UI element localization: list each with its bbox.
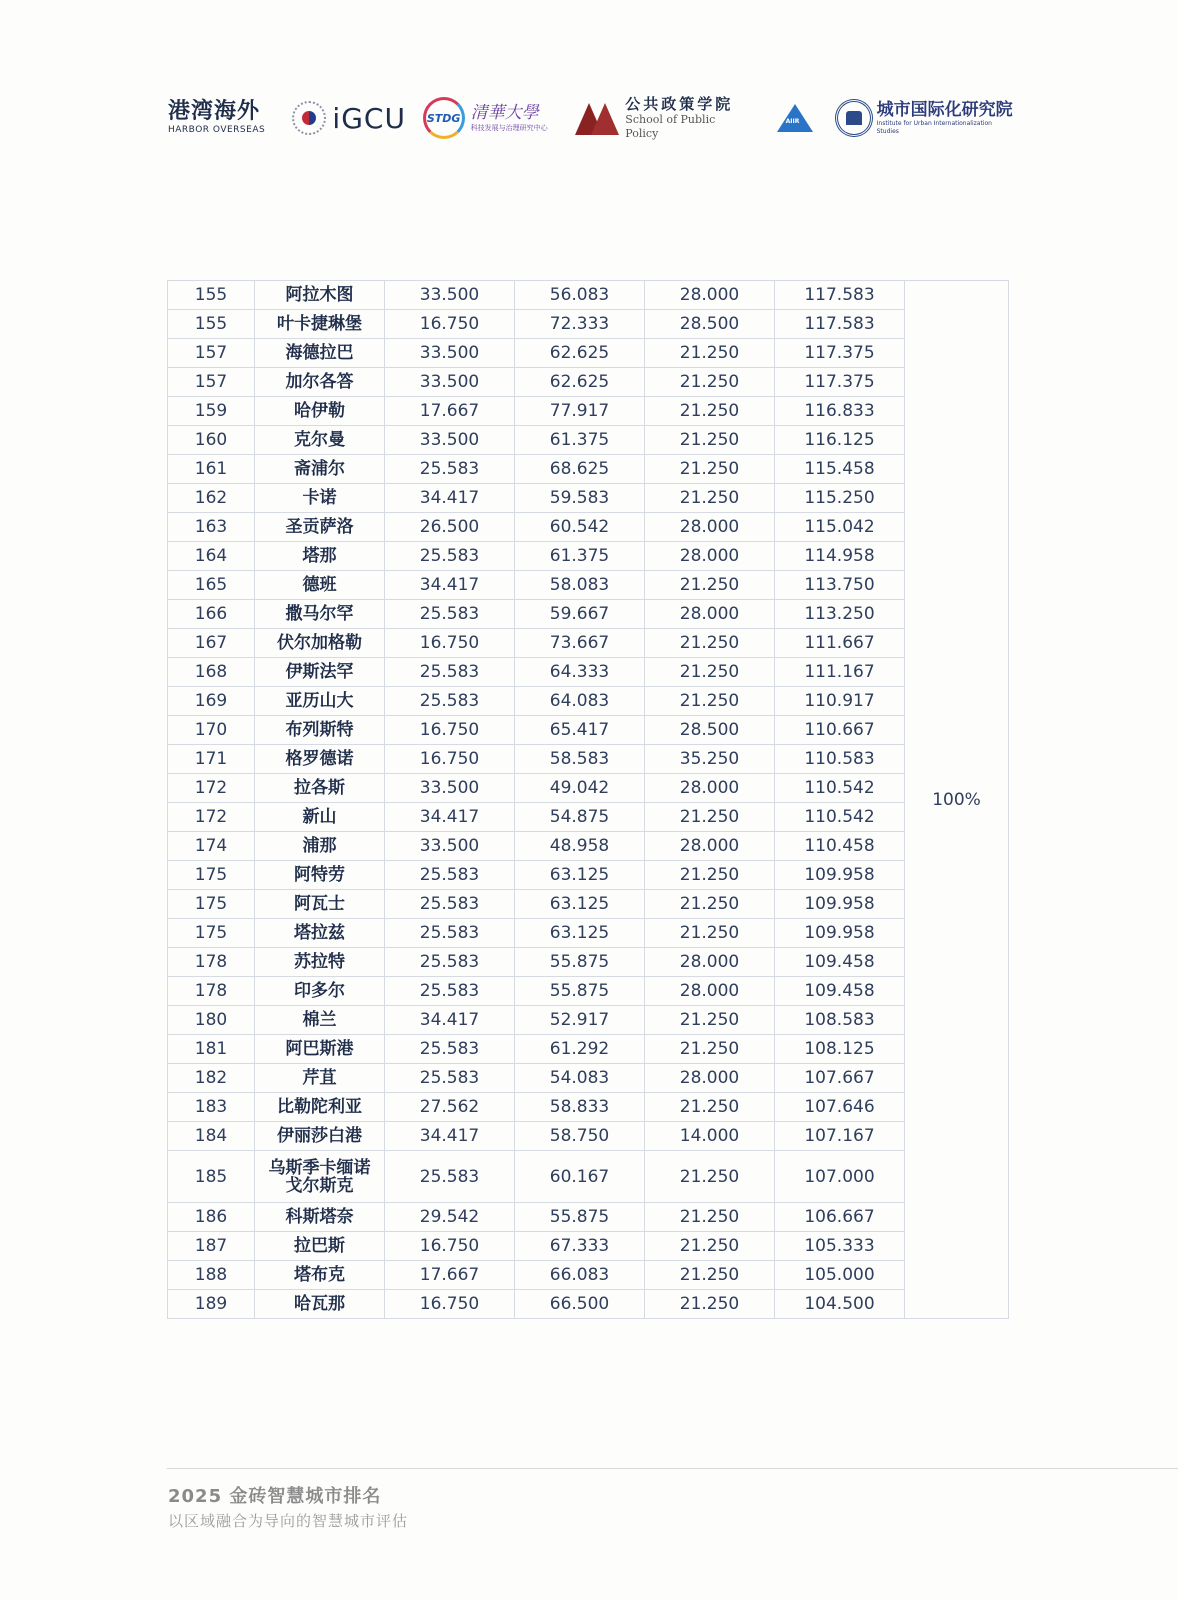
score-3-cell: 21.250 (645, 339, 775, 368)
tsinghua-logo-cn: 清華大學 (470, 103, 539, 123)
total-cell: 110.542 (775, 774, 905, 803)
rank-cell: 178 (168, 948, 255, 977)
score-1-cell: 25.583 (385, 1035, 515, 1064)
score-2-cell: 52.917 (515, 1006, 645, 1035)
score-1-cell: 25.583 (385, 919, 515, 948)
harbor-logo-cn: 港湾海外 (168, 99, 261, 124)
rank-cell: 155 (168, 310, 255, 339)
total-cell: 113.750 (775, 571, 905, 600)
rank-cell: 172 (168, 803, 255, 832)
score-2-cell: 65.417 (515, 716, 645, 745)
city-cell: 芹苴 (255, 1064, 385, 1093)
merged-percent-cell: 100% (905, 281, 1009, 1319)
table-row (168, 339, 1009, 368)
score-3-cell: 21.250 (645, 658, 775, 687)
score-3-cell: 21.250 (645, 455, 775, 484)
total-cell: 116.833 (775, 397, 905, 426)
city-cell: 科斯塔奈 (255, 1203, 385, 1232)
table-row (168, 368, 1009, 397)
score-3-cell: 21.250 (645, 571, 775, 600)
rank-cell: 189 (168, 1290, 255, 1319)
rank-cell: 164 (168, 542, 255, 571)
score-2-cell: 59.667 (515, 600, 645, 629)
city-cell: 浦那 (255, 832, 385, 861)
score-1-cell: 26.500 (385, 513, 515, 542)
score-2-cell: 72.333 (515, 310, 645, 339)
rank-cell: 169 (168, 687, 255, 716)
total-cell: 110.458 (775, 832, 905, 861)
score-1-cell: 33.500 (385, 774, 515, 803)
footer-title: 2025 金砖智慧城市排名 (168, 1486, 382, 1507)
total-cell: 111.167 (775, 658, 905, 687)
score-2-cell: 58.833 (515, 1093, 645, 1122)
rank-cell: 175 (168, 919, 255, 948)
stdg-circle-icon: STDG (423, 97, 465, 139)
city-cell: 拉各斯 (255, 774, 385, 803)
score-1-cell: 16.750 (385, 629, 515, 658)
score-1-cell: 25.583 (385, 1064, 515, 1093)
score-3-cell: 28.000 (645, 281, 775, 310)
score-2-cell: 49.042 (515, 774, 645, 803)
score-3-cell: 28.000 (645, 977, 775, 1006)
table-row (168, 1093, 1009, 1122)
ranking-table-wrapper (167, 280, 1008, 1319)
score-1-cell: 33.500 (385, 426, 515, 455)
total-cell: 109.458 (775, 948, 905, 977)
score-3-cell: 21.250 (645, 368, 775, 397)
city-cell: 斋浦尔 (255, 455, 385, 484)
score-1-cell: 25.583 (385, 600, 515, 629)
score-1-cell: 16.750 (385, 716, 515, 745)
table-row (168, 397, 1009, 426)
rank-cell: 165 (168, 571, 255, 600)
table-row (168, 513, 1009, 542)
table-row (168, 861, 1009, 890)
score-2-cell: 56.083 (515, 281, 645, 310)
score-2-cell: 68.625 (515, 455, 645, 484)
city-cell: 塔那 (255, 542, 385, 571)
table-row (168, 658, 1009, 687)
total-cell: 114.958 (775, 542, 905, 571)
score-1-cell: 17.667 (385, 1261, 515, 1290)
city-cell: 格罗德诺 (255, 745, 385, 774)
city-cell: 塔布克 (255, 1261, 385, 1290)
score-1-cell: 25.583 (385, 948, 515, 977)
harbor-logo-en: HARBOR OVERSEAS (168, 125, 266, 135)
table-row (168, 745, 1009, 774)
table-row (168, 600, 1009, 629)
rank-cell: 180 (168, 1006, 255, 1035)
score-2-cell: 61.375 (515, 426, 645, 455)
table-row (168, 1006, 1009, 1035)
table-row (168, 1151, 1009, 1203)
rank-cell: 157 (168, 339, 255, 368)
score-1-cell: 34.417 (385, 1122, 515, 1151)
stdg-tsinghua-logo (423, 97, 563, 139)
table-row (168, 1232, 1009, 1261)
rank-cell: 172 (168, 774, 255, 803)
score-1-cell: 29.542 (385, 1203, 515, 1232)
score-2-cell: 48.958 (515, 832, 645, 861)
city-cell: 卡诺 (255, 484, 385, 513)
total-cell: 111.667 (775, 629, 905, 658)
city-cell: 哈伊勒 (255, 397, 385, 426)
city-cell: 阿特劳 (255, 861, 385, 890)
score-2-cell: 54.875 (515, 803, 645, 832)
footer-divider (167, 1468, 1178, 1469)
rank-cell: 170 (168, 716, 255, 745)
rank-cell: 161 (168, 455, 255, 484)
table-row (168, 455, 1009, 484)
school-of-public-policy-logo (575, 95, 748, 141)
city-cell: 阿拉木图 (255, 281, 385, 310)
score-1-cell: 25.583 (385, 542, 515, 571)
score-1-cell: 25.583 (385, 687, 515, 716)
city-cell: 克尔曼 (255, 426, 385, 455)
ius-logo-en: Institute for Urban Internationalization Studies (876, 120, 992, 135)
table-row (168, 832, 1009, 861)
score-1-cell: 33.500 (385, 339, 515, 368)
score-1-cell: 25.583 (385, 977, 515, 1006)
table-row (168, 948, 1009, 977)
rank-cell: 186 (168, 1203, 255, 1232)
table-row (168, 774, 1009, 803)
score-1-cell: 25.583 (385, 455, 515, 484)
city-cell: 伊斯法罕 (255, 658, 385, 687)
total-cell: 104.500 (775, 1290, 905, 1319)
score-3-cell: 35.250 (645, 745, 775, 774)
city-cell: 海德拉巴 (255, 339, 385, 368)
total-cell: 107.646 (775, 1093, 905, 1122)
partner-logos (168, 94, 1014, 142)
ranking-table (167, 280, 1009, 1319)
table-row (168, 310, 1009, 339)
total-cell: 117.375 (775, 368, 905, 397)
score-3-cell: 21.250 (645, 484, 775, 513)
ius-logo-cn: 城市国际化研究院 (876, 100, 1013, 120)
total-cell: 117.375 (775, 339, 905, 368)
table-row (168, 484, 1009, 513)
ius-seal-icon (835, 99, 873, 137)
score-1-cell: 25.583 (385, 890, 515, 919)
rank-cell: 166 (168, 600, 255, 629)
score-2-cell: 73.667 (515, 629, 645, 658)
city-cell: 新山 (255, 803, 385, 832)
table-row (168, 1203, 1009, 1232)
score-1-cell: 27.562 (385, 1093, 515, 1122)
score-1-cell: 33.500 (385, 281, 515, 310)
score-3-cell: 21.250 (645, 919, 775, 948)
score-1-cell: 16.750 (385, 310, 515, 339)
total-cell: 108.583 (775, 1006, 905, 1035)
table-row (168, 1122, 1009, 1151)
score-3-cell: 28.000 (645, 600, 775, 629)
city-cell: 叶卡捷琳堡 (255, 310, 385, 339)
score-3-cell: 21.250 (645, 629, 775, 658)
score-1-cell: 33.500 (385, 368, 515, 397)
rank-cell: 163 (168, 513, 255, 542)
score-3-cell: 21.250 (645, 1035, 775, 1064)
table-row (168, 542, 1009, 571)
score-2-cell: 77.917 (515, 397, 645, 426)
table-row (168, 281, 1009, 310)
score-1-cell: 16.750 (385, 745, 515, 774)
score-2-cell: 67.333 (515, 1232, 645, 1261)
score-1-cell: 25.583 (385, 1151, 515, 1203)
total-cell: 107.000 (775, 1151, 905, 1203)
score-1-cell: 25.583 (385, 658, 515, 687)
table-row (168, 629, 1009, 658)
score-3-cell: 21.250 (645, 803, 775, 832)
city-cell: 塔拉兹 (255, 919, 385, 948)
total-cell: 105.333 (775, 1232, 905, 1261)
score-3-cell: 28.000 (645, 1064, 775, 1093)
spp-logo-cn: 公共政策学院 (625, 95, 734, 113)
total-cell: 107.167 (775, 1122, 905, 1151)
rank-cell: 175 (168, 861, 255, 890)
rank-cell: 188 (168, 1261, 255, 1290)
score-3-cell: 28.500 (645, 716, 775, 745)
score-2-cell: 66.500 (515, 1290, 645, 1319)
rank-cell: 160 (168, 426, 255, 455)
score-3-cell: 21.250 (645, 890, 775, 919)
rank-cell: 182 (168, 1064, 255, 1093)
score-1-cell: 33.500 (385, 832, 515, 861)
score-2-cell: 60.542 (515, 513, 645, 542)
total-cell: 109.958 (775, 890, 905, 919)
city-cell: 阿瓦士 (255, 890, 385, 919)
score-2-cell: 64.333 (515, 658, 645, 687)
score-3-cell: 21.250 (645, 426, 775, 455)
table-row (168, 1064, 1009, 1093)
score-2-cell: 61.375 (515, 542, 645, 571)
total-cell: 115.250 (775, 484, 905, 513)
rank-cell: 174 (168, 832, 255, 861)
score-2-cell: 60.167 (515, 1151, 645, 1203)
total-cell: 107.667 (775, 1064, 905, 1093)
aiir-logo (760, 104, 829, 132)
score-3-cell: 21.250 (645, 1232, 775, 1261)
aiir-triangle-icon (777, 104, 813, 132)
score-3-cell: 21.250 (645, 861, 775, 890)
score-3-cell: 21.250 (645, 1151, 775, 1203)
score-2-cell: 55.875 (515, 948, 645, 977)
aiir-logo-text: AIIR (785, 118, 800, 125)
score-2-cell: 59.583 (515, 484, 645, 513)
score-1-cell: 34.417 (385, 571, 515, 600)
city-cell: 比勒陀利亚 (255, 1093, 385, 1122)
city-cell: 撒马尔罕 (255, 600, 385, 629)
spp-logo-en: School of Public Policy (625, 113, 716, 140)
score-2-cell: 62.625 (515, 339, 645, 368)
city-cell: 加尔各答 (255, 368, 385, 397)
total-cell: 108.125 (775, 1035, 905, 1064)
table-row (168, 919, 1009, 948)
score-3-cell: 28.000 (645, 948, 775, 977)
harbor-overseas-logo (168, 100, 276, 136)
score-1-cell: 16.750 (385, 1290, 515, 1319)
score-2-cell: 61.292 (515, 1035, 645, 1064)
rank-cell: 175 (168, 890, 255, 919)
total-cell: 109.458 (775, 977, 905, 1006)
total-cell: 110.542 (775, 803, 905, 832)
total-cell: 109.958 (775, 861, 905, 890)
total-cell: 117.583 (775, 310, 905, 339)
city-cell: 伊丽莎白港 (255, 1122, 385, 1151)
rank-cell: 183 (168, 1093, 255, 1122)
spp-mark-icon (575, 101, 620, 135)
urban-internationalization-logo (835, 99, 1014, 137)
score-3-cell: 14.000 (645, 1122, 775, 1151)
ranking-table-body (168, 281, 1009, 1319)
total-cell: 110.917 (775, 687, 905, 716)
score-3-cell: 21.250 (645, 397, 775, 426)
total-cell: 116.125 (775, 426, 905, 455)
table-row (168, 716, 1009, 745)
score-3-cell: 21.250 (645, 687, 775, 716)
table-row (168, 687, 1009, 716)
rank-cell: 187 (168, 1232, 255, 1261)
city-cell: 伏尔加格勒 (255, 629, 385, 658)
score-2-cell: 63.125 (515, 919, 645, 948)
score-3-cell: 21.250 (645, 1203, 775, 1232)
score-2-cell: 63.125 (515, 861, 645, 890)
table-row (168, 890, 1009, 919)
score-2-cell: 58.750 (515, 1122, 645, 1151)
table-row (168, 571, 1009, 600)
total-cell: 115.458 (775, 455, 905, 484)
rank-cell: 157 (168, 368, 255, 397)
total-cell: 109.958 (775, 919, 905, 948)
city-cell: 棉兰 (255, 1006, 385, 1035)
score-1-cell: 34.417 (385, 803, 515, 832)
table-row (168, 1290, 1009, 1319)
total-cell: 113.250 (775, 600, 905, 629)
total-cell: 106.667 (775, 1203, 905, 1232)
city-cell: 拉巴斯 (255, 1232, 385, 1261)
igcu-logo-text: iGCU (332, 101, 406, 135)
city-cell: 布列斯特 (255, 716, 385, 745)
total-cell: 110.667 (775, 716, 905, 745)
rank-cell: 185 (168, 1151, 255, 1203)
city-cell: 印多尔 (255, 977, 385, 1006)
table-row (168, 426, 1009, 455)
rank-cell: 159 (168, 397, 255, 426)
city-cell: 苏拉特 (255, 948, 385, 977)
score-1-cell: 17.667 (385, 397, 515, 426)
rank-cell: 181 (168, 1035, 255, 1064)
score-2-cell: 54.083 (515, 1064, 645, 1093)
city-cell: 乌斯季卡缅诺 戈尔斯克 (255, 1151, 385, 1203)
score-3-cell: 28.000 (645, 513, 775, 542)
score-1-cell: 16.750 (385, 1232, 515, 1261)
score-3-cell: 21.250 (645, 1093, 775, 1122)
score-3-cell: 21.250 (645, 1006, 775, 1035)
tsinghua-logo-sub: 科技发展与治理研究中心 (470, 124, 548, 132)
city-cell: 圣贡萨洛 (255, 513, 385, 542)
total-cell: 117.583 (775, 281, 905, 310)
city-cell: 哈瓦那 (255, 1290, 385, 1319)
score-2-cell: 58.583 (515, 745, 645, 774)
table-row (168, 977, 1009, 1006)
score-3-cell: 21.250 (645, 1261, 775, 1290)
city-cell: 德班 (255, 571, 385, 600)
score-1-cell: 34.417 (385, 1006, 515, 1035)
score-2-cell: 63.125 (515, 890, 645, 919)
table-row (168, 803, 1009, 832)
score-3-cell: 28.000 (645, 542, 775, 571)
rank-cell: 155 (168, 281, 255, 310)
rank-cell: 184 (168, 1122, 255, 1151)
igcu-seal-icon (292, 101, 326, 135)
city-cell: 阿巴斯港 (255, 1035, 385, 1064)
score-2-cell: 64.083 (515, 687, 645, 716)
score-3-cell: 28.500 (645, 310, 775, 339)
rank-cell: 162 (168, 484, 255, 513)
score-3-cell: 21.250 (645, 1290, 775, 1319)
footer-subtitle: 以区域融合为导向的智慧城市评估 (168, 1512, 409, 1530)
score-2-cell: 62.625 (515, 368, 645, 397)
total-cell: 105.000 (775, 1261, 905, 1290)
score-2-cell: 55.875 (515, 1203, 645, 1232)
rank-cell: 167 (168, 629, 255, 658)
rank-cell: 168 (168, 658, 255, 687)
rank-cell: 178 (168, 977, 255, 1006)
rank-cell: 171 (168, 745, 255, 774)
score-1-cell: 25.583 (385, 861, 515, 890)
score-1-cell: 34.417 (385, 484, 515, 513)
score-3-cell: 28.000 (645, 774, 775, 803)
total-cell: 115.042 (775, 513, 905, 542)
igcu-logo (292, 101, 414, 135)
city-cell: 亚历山大 (255, 687, 385, 716)
score-2-cell: 55.875 (515, 977, 645, 1006)
table-row (168, 1035, 1009, 1064)
table-row (168, 1261, 1009, 1290)
score-3-cell: 28.000 (645, 832, 775, 861)
total-cell: 110.583 (775, 745, 905, 774)
score-2-cell: 66.083 (515, 1261, 645, 1290)
score-2-cell: 58.083 (515, 571, 645, 600)
